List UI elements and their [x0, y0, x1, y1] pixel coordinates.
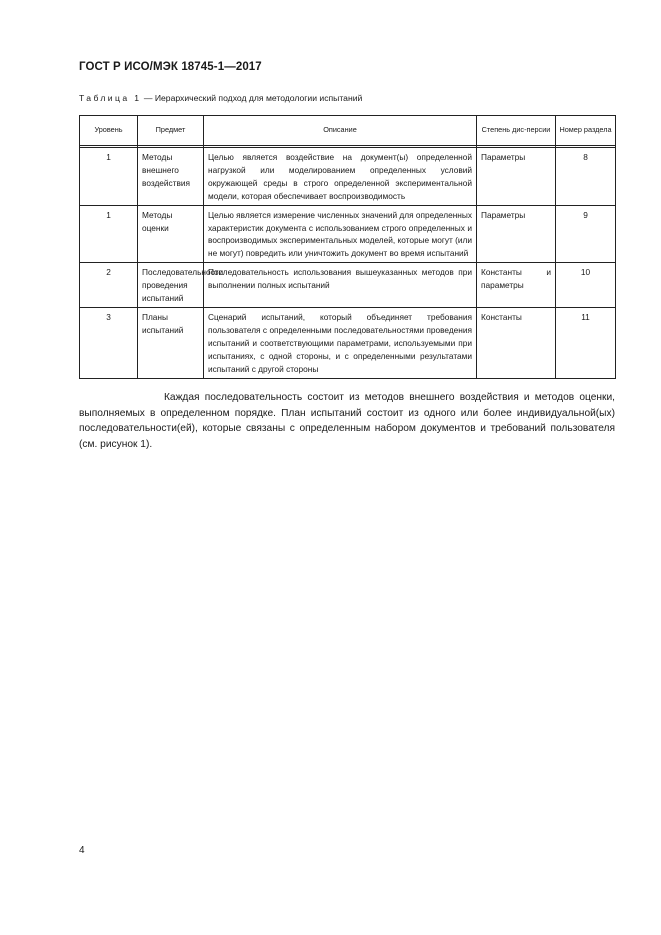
table-row: [80, 307, 616, 378]
cell-level: 3: [80, 307, 138, 378]
cell-dispersion: Константы и параметры: [477, 263, 556, 308]
column-header-level: Уровень: [80, 116, 138, 146]
column-header-description: Описание: [204, 116, 477, 146]
cell-dispersion: Константы: [477, 307, 556, 378]
column-header-dispersion: Степень дис-персии: [477, 116, 556, 146]
body-paragraph: Каждая последовательность состоит из методов внешнего воздействия и методов оценки, выполняемых в определенном порядке. План испытаний состоит из одного или более индивидуальной(ых) последовательности(ей), которые связаны с определенным набором документов и требований пользователя (см. рисунок 1).: [79, 392, 615, 450]
cell-dispersion: Параметры: [477, 148, 556, 206]
cell-description: Последовательность использования вышеуказанных методов при выполнении полных испытаний: [204, 263, 477, 308]
cell-level: 1: [80, 148, 138, 206]
table-header-row: [80, 116, 616, 146]
cell-description: Сценарий испытаний, который объединяет требования пользователя с определенными последовательностями проведения испытаний и соответствующими параметрами, используемыми при испытаниях, с одной стороны, и с определенными результатами испытаний с другой стороны: [204, 307, 477, 378]
cell-dispersion: Параметры: [477, 205, 556, 263]
cell-level: 2: [80, 263, 138, 308]
cell-description: Целью является измерение численных значений для определенных характеристик документа с использованием строго определенных и воспроизводимых экспериментальных моделей, которые могут (или не могут) повредить или уничтожить документ во время испытаний: [204, 205, 477, 263]
column-header-subject: Предмет: [138, 116, 204, 146]
test-methodology-table: [79, 115, 616, 379]
document-standard-code: ГОСТ Р ИСО/МЭК 18745-1—2017: [79, 61, 262, 73]
table-row: [80, 263, 616, 308]
cell-subject: Планы испытаний: [138, 307, 204, 378]
cell-subject: Последовательности проведения испытаний: [138, 263, 204, 308]
column-header-section: Номер раздела: [556, 116, 616, 146]
cell-subject: Методы оценки: [138, 205, 204, 263]
cell-section: 11: [556, 307, 616, 378]
cell-section: 9: [556, 205, 616, 263]
table-caption-text: — Иерархический подход для методологии испытаний: [141, 93, 363, 103]
table-caption-label: Таблица 1: [79, 93, 142, 103]
cell-section: 10: [556, 263, 616, 308]
cell-section: 8: [556, 148, 616, 206]
cell-level: 1: [80, 205, 138, 263]
table-row: [80, 205, 616, 263]
table-caption: [79, 93, 362, 103]
cell-description: Целью является воздействие на документ(ы) определенной нагрузкой или моделированием определенных условий окружающей среды в строго определенной экспериментальной модели, которая обеспечивает воспроизводимость: [204, 148, 477, 206]
table-row: [80, 148, 616, 206]
page-number: 4: [79, 845, 85, 856]
cell-subject: Методы внешнего воздействия: [138, 148, 204, 206]
